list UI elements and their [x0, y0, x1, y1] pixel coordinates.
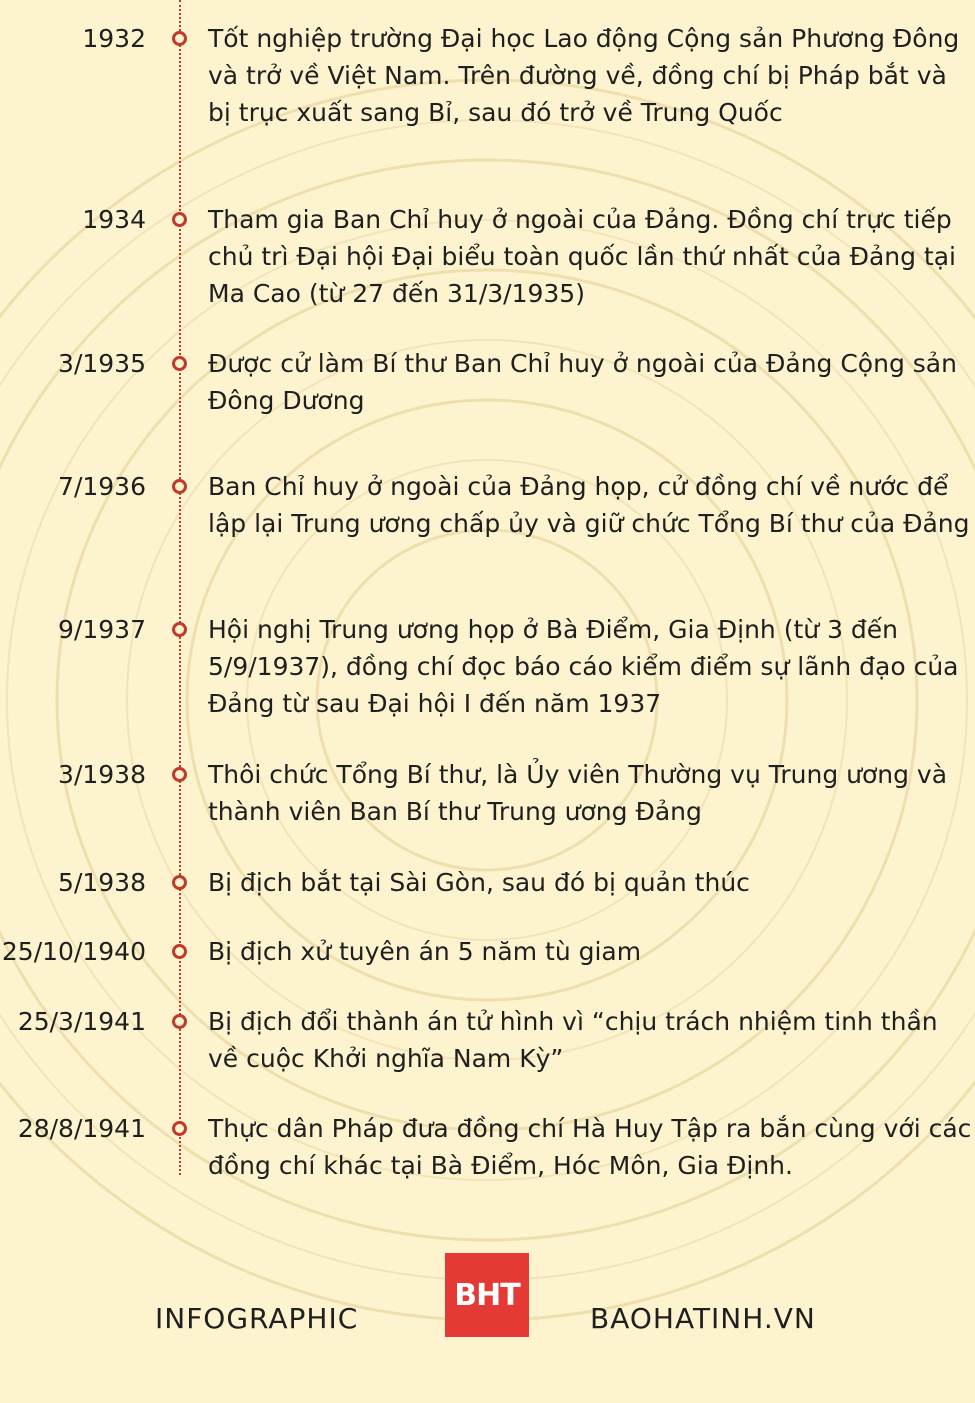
event-date: 3/1938: [58, 760, 146, 789]
event-date: 1934: [82, 205, 146, 234]
timeline-dot: [172, 212, 187, 227]
event-description: Thôi chức Tổng Bí thư, là Ủy viên Thường vụ Trung ương và thành viên Ban Bí thư Trung ương Đảng: [208, 760, 948, 826]
event-date: 5/1938: [58, 868, 146, 897]
event-description: Tham gia Ban Chỉ huy ở ngoài của Đảng. Đồng chí trực tiếp chủ trì Đại hội Đại biểu toàn quốc lần thứ nhất của Đảng tại Ma Cao (từ 27 đến 31/3/1935): [208, 205, 956, 308]
timeline-dot: [172, 767, 187, 782]
event-date: 3/1935: [58, 349, 146, 378]
event-description: Bị địch bắt tại Sài Gòn, sau đó bị quản thúc: [208, 868, 750, 897]
timeline-dot: [172, 1121, 187, 1136]
timeline-dot: [172, 479, 187, 494]
event-date: 9/1937: [58, 615, 146, 644]
footer: [0, 1250, 975, 1350]
event-description: Hội nghị Trung ương họp ở Bà Điểm, Gia Định (từ 3 đến 5/9/1937), đồng chí đọc báo cáo kiểm điểm sự lãnh đạo của Đảng từ sau Đại hội I đến năm 1937: [208, 615, 959, 718]
infographic-label: INFOGRAPHIC: [155, 1302, 359, 1335]
event-description: Thực dân Pháp đưa đồng chí Hà Huy Tập ra bắn cùng với các đồng chí khác tại Bà Điểm, Hóc Môn, Gia Định.: [208, 1114, 972, 1180]
timeline-dot: [172, 875, 187, 890]
event-description: Ban Chỉ huy ở ngoài của Đảng họp, cử đồng chí về nước để lập lại Trung ương chấp ủy và giữ chức Tổng Bí thư của Đảng: [208, 472, 970, 538]
timeline-line: [179, 0, 181, 1175]
event-date: 25/10/1940: [1, 937, 146, 966]
timeline-dot: [172, 1014, 187, 1029]
logo-text: BHT: [454, 1277, 520, 1313]
event-date: 25/3/1941: [17, 1007, 146, 1036]
timeline-dot: [172, 944, 187, 959]
event-description: Bị địch xử tuyên án 5 năm tù giam: [208, 937, 642, 966]
event-description: Tốt nghiệp trường Đại học Lao động Cộng sản Phương Đông và trở về Việt Nam. Trên đường về, đồng chí bị Pháp bắt và bị trục xuất sang Bỉ, sau đó trở về Trung Quốc: [208, 24, 960, 127]
timeline-dot: [172, 356, 187, 371]
bht-logo[interactable]: [445, 1253, 529, 1337]
event-date: 7/1936: [58, 472, 146, 501]
event-date: 28/8/1941: [17, 1114, 146, 1143]
site-url-link[interactable]: BAOHATINH.VN: [590, 1302, 816, 1335]
event-description: Được cử làm Bí thư Ban Chỉ huy ở ngoài của Đảng Cộng sản Đông Dương: [208, 349, 957, 415]
timeline-dot: [172, 31, 187, 46]
event-date: 1932: [82, 24, 146, 53]
event-description: Bị địch đổi thành án tử hình vì “chịu trách nhiệm tinh thần về cuộc Khởi nghĩa Nam Kỳ”: [208, 1007, 938, 1073]
timeline-dot: [172, 622, 187, 637]
